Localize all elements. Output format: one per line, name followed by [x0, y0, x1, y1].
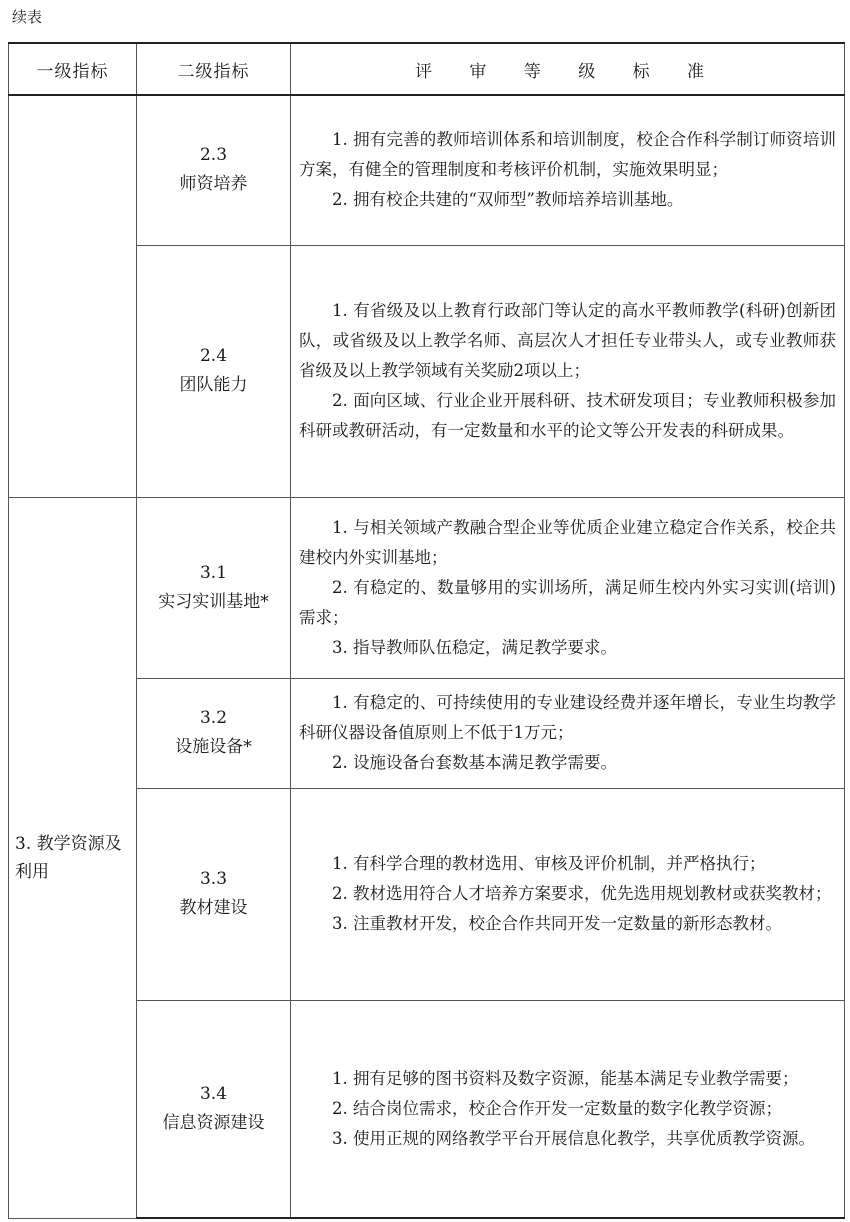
table-caption: 续表 [12, 8, 43, 26]
standard-item: 1. 有省级及以上教育行政部门等认定的高水平教师教学(科研)创新团队，或省级及以上教学名师、高层次人才担任专业带头人，或专业教师获省级及以上教学领域有关奖励2项以上； [299, 301, 836, 380]
standard-item: 1. 有科学合理的教材选用、审核及评价机制，并严格执行； [332, 854, 766, 873]
standard-item: 2. 拥有校企共建的“双师型”教师培养培训基地。 [332, 190, 684, 210]
standard-item: 3. 使用正规的网络教学平台开展信息化教学，共享优质教学资源。 [332, 1128, 815, 1148]
table-body [9, 95, 845, 1218]
evaluation-table [8, 42, 845, 1219]
standard-item: 3. 指导教师队伍稳定，满足教学要求。 [332, 637, 617, 657]
standard-item: 1. 拥有完善的教师培训体系和培训制度，校企合作科学制订师资培训方案，有健全的管理制度和考核评价机制，实施效果明显； [299, 130, 836, 180]
standard-item: 2. 设施设备台套数基本满足教学需要。 [332, 753, 617, 772]
standard-item: 2. 教材选用符合人才培养方案要求，优先选用规划教材或获奖教材； [332, 884, 832, 903]
secondary-indicator-cell [137, 1000, 291, 1218]
indicator-name: 师资培养 [179, 174, 248, 195]
standard-item: 1. 与相关领域产教融合型企业等优质企业建立稳定合作关系，校企共建校内外实训基地； [299, 517, 836, 567]
primary-indicator-cell [9, 95, 137, 497]
indicator-name: 教材建设 [179, 898, 248, 918]
header-evaluation-standard: 评 审 等 级 标 准 [291, 43, 845, 95]
table-row [9, 95, 845, 245]
standard-item: 1. 有稳定的、可持续使用的专业建设经费并逐年增长，专业生均教学科研仪器设备值原则上不低于1万元； [299, 693, 836, 742]
table-header [9, 43, 845, 95]
secondary-indicator-cell [137, 497, 291, 678]
header-primary-indicator: 一级指标 [9, 43, 137, 95]
standard-item: 1. 拥有足够的图书资料及数字资源，能基本满足专业教学需要； [332, 1068, 799, 1088]
indicator-code: 3.1 [199, 562, 228, 583]
header-row [9, 43, 845, 95]
standard-cell [291, 1000, 845, 1218]
standard-cell [291, 497, 845, 678]
indicator-code: 3.3 [199, 869, 228, 889]
table-row [9, 497, 845, 678]
indicator-code: 3.4 [199, 1083, 228, 1104]
indicator-code: 2.3 [199, 145, 228, 166]
secondary-indicator-cell [137, 788, 291, 1000]
secondary-indicator-cell [137, 245, 291, 497]
secondary-indicator-cell [137, 95, 291, 245]
standard-item: 2. 有稳定的、数量够用的实训场所，满足师生校内外实习实训(培训)需求； [299, 577, 836, 627]
header-secondary-indicator: 二级指标 [137, 43, 291, 95]
indicator-name: 信息资源建设 [162, 1112, 265, 1133]
standard-item: 2. 结合岗位需求，校企合作开发一定数量的数字化教学资源； [332, 1098, 782, 1118]
secondary-indicator-cell [137, 678, 291, 788]
indicator-code: 3.2 [199, 708, 228, 728]
indicator-name: 团队能力 [179, 375, 248, 395]
standard-cell [291, 678, 845, 788]
indicator-code: 2.4 [199, 346, 228, 366]
standard-cell [291, 95, 845, 245]
primary-indicator-cell: 3. 教学资源及利用 [9, 497, 137, 1218]
indicator-name: 设施设备* [175, 737, 252, 757]
standard-cell [291, 245, 845, 497]
standard-item: 2. 面向区域、行业企业开展科研、技术研发项目；专业教师积极参加科研或教研活动，有一定数量和水平的论文等公开发表的科研成果。 [299, 391, 836, 440]
standard-cell [291, 788, 845, 1000]
standard-item: 3. 注重教材开发，校企合作共同开发一定数量的新形态教材。 [332, 914, 782, 933]
indicator-name: 实习实训基地* [158, 591, 269, 612]
